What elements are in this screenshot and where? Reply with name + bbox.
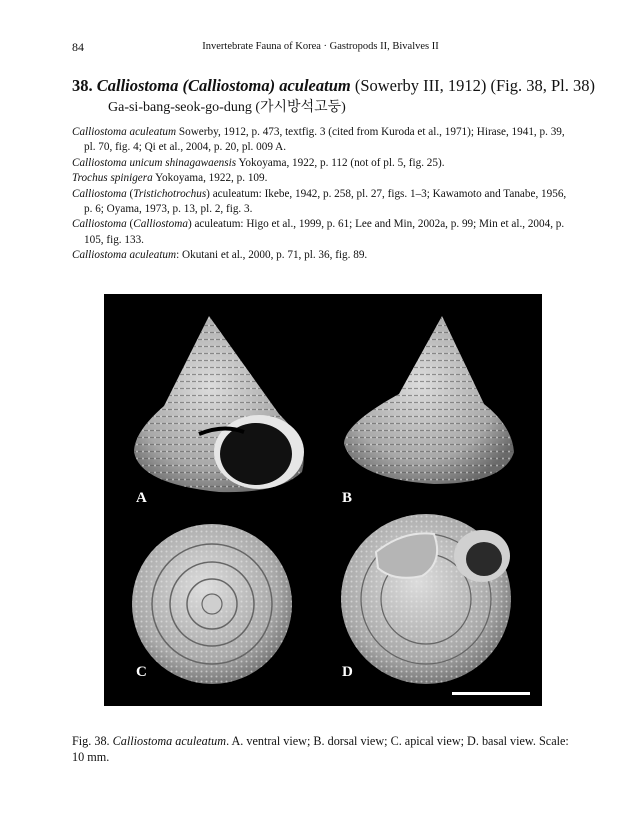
figure-caption	[72, 733, 577, 765]
synonymy-entry	[72, 156, 572, 171]
caption-text: . A. ventral view; B. dorsal view; C. apical view; D. basal view. Scale: 10 mm.	[72, 734, 569, 764]
synonymy-entry	[72, 125, 572, 156]
panel-label-a: A	[136, 490, 147, 506]
synonym-name: Calliostoma aculeatum	[72, 249, 177, 262]
synonymy-entry	[72, 187, 572, 218]
synonymy-list	[72, 125, 572, 264]
running-header	[0, 40, 641, 56]
page-number: 84	[72, 40, 84, 54]
shell-figure-plate	[104, 294, 542, 706]
species-genus: Calliostoma	[96, 76, 179, 95]
panel-label-b: B	[342, 490, 353, 506]
korean-name: Ga-si-bang-seok-go-dung (가시방석고둥)	[108, 100, 346, 115]
species-authority: (Sowerby III, 1912) (Fig. 38, Pl. 38)	[350, 76, 595, 95]
panel-label-d: D	[342, 664, 353, 680]
synonym-paren: (	[126, 187, 134, 200]
synonym-subgenus: Tristichotrochus	[133, 187, 207, 200]
shell-apical-view	[132, 524, 292, 684]
synonym-name: Calliostoma unicum shinagawaensis	[72, 156, 237, 169]
scale-bar	[452, 692, 530, 695]
species-number: 38.	[72, 76, 93, 95]
synonym-subgenus: Calliostoma	[133, 218, 188, 231]
synonym-name: Calliostoma aculeatum	[72, 126, 177, 138]
species-epithet: aculeatum	[279, 76, 351, 95]
synonymy-entry	[72, 217, 572, 248]
synonym-text: : Okutani et al., 2000, p. 71, pl. 36, fig. 89.	[176, 249, 368, 262]
shell-dorsal-view	[344, 316, 514, 484]
synonymy-entry	[72, 248, 572, 263]
synonym-name: Trochus spinigera	[72, 172, 153, 185]
synonym-text: Yokoyama, 1922, p. 112 (not of pl. 5, fig. 25).	[236, 156, 445, 169]
shell-ventral-view	[134, 316, 304, 492]
synonym-text: ) aculeatum: Ikebe, 1942, p. 258, pl. 27, figs. 1–3; Kawamoto and Tanabe, 1956, p. 6; Oyama, 1973, p. 13, pl. 2, fig. 3.	[84, 187, 567, 216]
shell-basal-view	[341, 514, 511, 684]
synonym-text: ) aculeatum: Higo et al., 1999, p. 61; Lee and Min, 2002a, p. 99; Min et al., 2004, p. 105, fig. 133.	[84, 218, 565, 246]
synonym-name: Calliostoma	[72, 187, 127, 200]
species-subgenus: (Calliostoma)	[182, 76, 276, 95]
species-heading	[72, 76, 595, 96]
panel-label-c: C	[136, 664, 147, 680]
species-subgenus-wrap	[182, 76, 275, 95]
caption-species: Calliostoma aculeatum	[112, 734, 227, 748]
synonymy-entry	[72, 171, 572, 186]
synonym-name: Calliostoma	[72, 218, 127, 231]
synonym-text: Yokoyama, 1922, p. 109.	[152, 172, 268, 185]
synonym-text: Sowerby, 1912, p. 473, textfig. 3 (cited from Kuroda et al., 1971); Hirase, 1941, p. 39, pl. 70, fig. 4; Qi et al., 2004, p. 20, pl. 009 A.	[84, 126, 565, 154]
shell-photographs	[104, 294, 542, 706]
synonym-paren: (	[126, 218, 134, 231]
running-title: Invertebrate Fauna of Korea · Gastropods II, Bivalves II	[202, 41, 439, 52]
caption-prefix: Fig. 38.	[72, 734, 113, 748]
